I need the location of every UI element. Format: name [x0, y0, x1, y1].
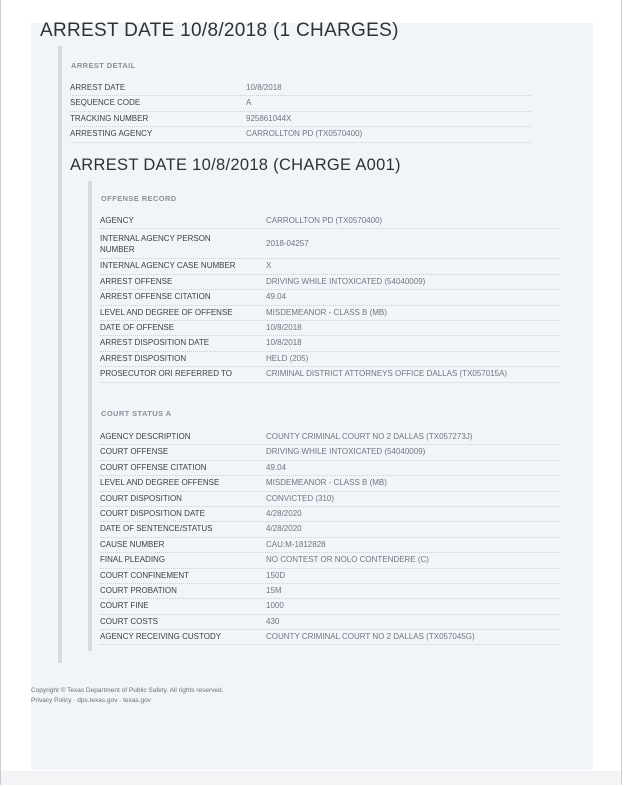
- field-value: 925861044X: [246, 113, 292, 123]
- table-row: [100, 214, 560, 229]
- field-label: COURT DISPOSITION: [100, 493, 182, 503]
- table-row: [100, 352, 560, 367]
- table-row: [100, 584, 560, 599]
- field-label: COURT OFFENSE: [100, 447, 169, 457]
- table-row: [100, 599, 560, 614]
- table-row: [100, 538, 560, 553]
- field-value: 10/8/2018: [246, 83, 282, 92]
- table-row: [100, 336, 560, 351]
- table-row: [70, 112, 531, 127]
- field-label: ARREST OFFENSE CITATION: [100, 292, 211, 302]
- field-value: 2018-04257: [266, 239, 309, 249]
- table-row: [100, 522, 560, 537]
- field-value: 15M: [266, 585, 282, 595]
- field-value: MISDEMEANOR - CLASS B (MB): [266, 307, 387, 317]
- court-status-table: [100, 430, 560, 645]
- table-row: [100, 430, 560, 445]
- field-label: COURT COSTS: [100, 616, 158, 626]
- field-value: CRIMINAL DISTRICT ATTORNEYS OFFICE DALLAS (TX057015A): [266, 369, 508, 379]
- field-label: ARREST OFFENSE: [100, 276, 173, 286]
- field-label: CAUSE NUMBER: [100, 539, 165, 549]
- table-row: [100, 569, 560, 584]
- field-label: COURT CONFINEMENT: [100, 570, 190, 580]
- table-row: [100, 615, 560, 630]
- offense-record-table: [100, 214, 560, 383]
- table-row: [100, 445, 560, 460]
- field-value: 49.04: [266, 462, 287, 472]
- field-label: AGENCY RECEIVING CUSTODY: [100, 632, 222, 642]
- offense-record-label: OFFENSE RECORD: [101, 194, 177, 203]
- field-value: COUNTY CRIMINAL COURT NO 2 DALLAS (TX057273J): [266, 432, 473, 441]
- field-value: DRIVING WHILE INTOXICATED (54040009): [266, 276, 426, 286]
- field-value: A: [246, 98, 252, 108]
- field-label: LEVEL AND DEGREE OF OFFENSE: [100, 307, 233, 317]
- table-row: [100, 275, 560, 290]
- footer-links: Privacy Policy · dps.texas.gov · texas.gov: [31, 697, 151, 704]
- field-label: AGENCY: [100, 216, 134, 225]
- table-row: [100, 306, 560, 321]
- field-value: DRIVING WHILE INTOXICATED (54040009): [266, 447, 426, 457]
- field-value: 10/8/2018: [266, 322, 302, 332]
- table-row: [100, 630, 560, 645]
- field-value: CARROLLTON PD (TX0570400): [266, 216, 383, 225]
- charge-section-rule: [88, 181, 92, 651]
- field-label: AGENCY DESCRIPTION: [100, 432, 191, 441]
- field-label: COURT DISPOSITION DATE: [100, 508, 205, 518]
- field-value: CARROLLTON PD (TX0570400): [246, 129, 363, 139]
- arrest-heading: ARREST DATE 10/8/2018 (1 CHARGES): [40, 20, 399, 41]
- field-value: 4/28/2020: [266, 508, 302, 518]
- field-label: ARREST DISPOSITION: [100, 353, 187, 363]
- field-value: 4/28/2020: [266, 524, 302, 534]
- arrest-section-rule: [58, 46, 62, 663]
- field-label: ARREST DISPOSITION DATE: [100, 338, 210, 348]
- field-value: CAU:M-1812828: [266, 539, 326, 549]
- field-label: FINAL PLEADING: [100, 555, 166, 565]
- table-row: [100, 553, 560, 568]
- field-label: COURT FINE: [100, 601, 149, 611]
- field-label: COURT OFFENSE CITATION: [100, 462, 207, 472]
- field-value: X: [266, 261, 272, 271]
- table-row: [100, 259, 560, 274]
- table-row: [70, 127, 531, 142]
- table-row: [100, 290, 560, 305]
- field-value: 150D: [266, 570, 286, 580]
- arrest-detail-table: [70, 81, 531, 143]
- field-label: DATE OF OFFENSE: [100, 322, 175, 332]
- field-value: 10/8/2018: [266, 338, 302, 348]
- field-label: INTERNAL AGENCY PERSON NUMBER: [100, 233, 211, 254]
- field-value: CONVICTED (310): [266, 493, 335, 503]
- field-value: HELD (205): [266, 353, 309, 363]
- field-label: ARRESTING AGENCY: [70, 129, 153, 139]
- field-value: COUNTY CRIMINAL COURT NO 2 DALLAS (TX057045G): [266, 632, 475, 642]
- field-label: INTERNAL AGENCY CASE NUMBER: [100, 261, 236, 271]
- field-label: LEVEL AND DEGREE OFFENSE: [100, 478, 220, 488]
- table-row: [70, 81, 531, 96]
- table-row: [100, 321, 560, 336]
- field-label: ARREST DATE: [70, 83, 126, 92]
- field-label: TRACKING NUMBER: [70, 113, 149, 123]
- page-bottom-bar: [1, 771, 621, 785]
- field-value: 430: [266, 616, 280, 626]
- copyright-text: Copyright © Texas Department of Public Safety. All rights reserved.: [31, 687, 224, 694]
- field-value: NO CONTEST OR NOLO CONTENDERE (C): [266, 555, 429, 565]
- table-row: [100, 229, 560, 259]
- table-row: [100, 507, 560, 522]
- table-row: [100, 476, 560, 491]
- field-label: DATE OF SENTENCE/STATUS: [100, 524, 213, 534]
- field-value: 1000: [266, 601, 284, 611]
- field-label: COURT PROBATION: [100, 585, 177, 595]
- table-row: [100, 492, 560, 507]
- table-row: [70, 96, 531, 111]
- table-row: [100, 461, 560, 476]
- arrest-detail-label: ARREST DETAIL: [71, 61, 136, 70]
- table-row: [100, 367, 560, 382]
- field-label: PROSECUTOR ORI REFERRED TO: [100, 369, 233, 379]
- charge-heading: ARREST DATE 10/8/2018 (CHARGE A001): [70, 156, 401, 174]
- page-footer: [31, 686, 223, 706]
- field-label: SEQUENCE CODE: [70, 98, 141, 108]
- field-value: MISDEMEANOR - CLASS B (MB): [266, 478, 387, 488]
- court-status-label: COURT STATUS A: [101, 409, 172, 418]
- field-value: 49.04: [266, 292, 287, 302]
